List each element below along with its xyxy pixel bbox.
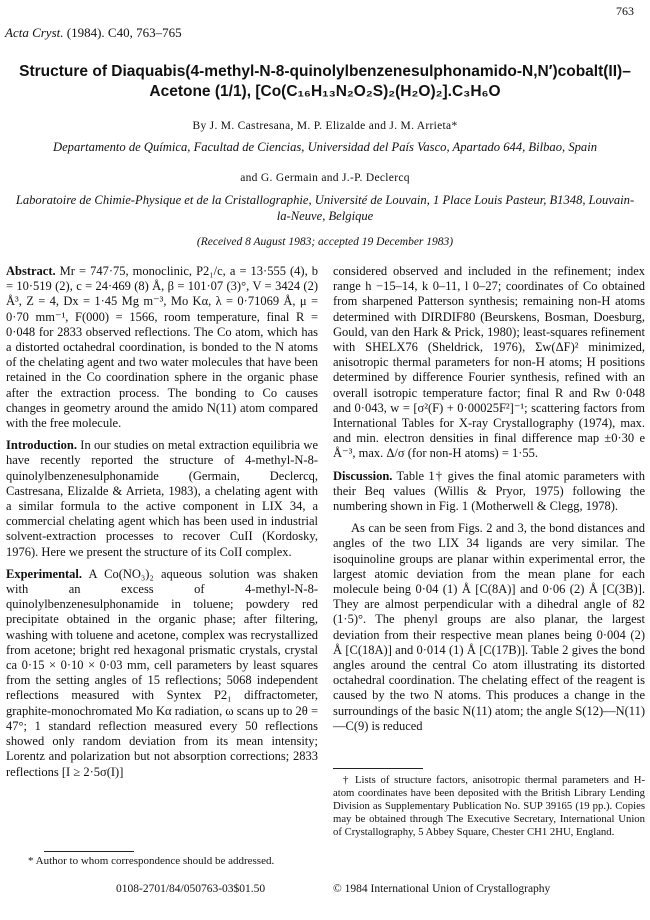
- copyright-notice: © 1984 International Union of Crystallography: [333, 883, 551, 895]
- introduction-heading: Introduction.: [6, 438, 77, 453]
- received-dates: (Received 8 August 1983; accepted 19 December 1983): [196, 236, 454, 248]
- left-column: [6, 264, 318, 787]
- article-title: Structure of Diaquabis(4-methyl-N-8-quinolylbenzenesulphonamido-N,N′)cobalt(II)–Acetone (1/1), [Co(C₁₆H₁₃N₂O₂S)₂(H₂O)₂].C₃H₆O: [19, 63, 631, 100]
- discussion-text-1: Table 1† gives the final atomic parameters with their Beq values (Willis & Pryor, 1975) following the numbering shown in Fig. 1 (Motherwell & Clegg, 1978).: [333, 468, 645, 514]
- publication-code: 0108-2701/84/050763-03$01.50: [116, 883, 266, 895]
- discussion-text-2: As can be seen from Figs. 2 and 3, the bond distances and angles of the two LIX 34 ligands are very similar. The isoquinoline groups are planar within experimental error, the largest atomic deviation from the mean plane for each molecule being 0·04 (1) Å [C(8A)] and 0·06 (2) Å [C(3B)]. They are almost perpendicular with a dihedral angle of 82 (1·5)°. The phenyl groups are also planar, the largest deviation from their respective mean planes being 0·004 (2) Å [C(18A)] and 0·014 (1) Å [C(17B)]. Table 2 gives the bond angles around the central Co atom illustrating its distorted octahedral coordination. The chelating effect of the reagent is caused by the two N atoms. This produces a change in the surroundings of the basic N(11) atom; the angle S(12)—N(11)—C(9) is reduced: [333, 521, 645, 733]
- affiliation-1: Departamento de Química, Facultad de Ciencias, Universidad del País Vasco, Apartado 644, Bilbao, Spain: [52, 140, 598, 154]
- abstract-paragraph: [6, 264, 318, 431]
- authors-group-2: and G. Germain and J.-P. Declercq: [240, 172, 410, 184]
- abstract-text: Mr = 747·75, monoclinic, P2₁/c, a = 13·555 (4), b = 10·519 (2), c = 24·469 (8) Å, β = 101·07 (3)°, V = 3424 (2) Å³, Z = 4, Dx = 1·45 Mg m⁻³, Mo Kα, λ = 0·71069 Å, μ = 0·70 mm⁻¹, F(000) = 1566, room temperature, final R = 0·048 for 2833 observed reflections. The Co atom, which has a distorted octahedral coordination, is bonded to the N atoms of the chelating agent and two water molecules that have been retained in the Co coordination sphere in the organic phase after the extraction process. The bonding to Co causes changes in geometry around the amido N(11) atom compared with the free molecule.: [6, 264, 318, 431]
- footnote-supplementary: † Lists of structure factors, anisotropic thermal parameters and H-atom coordinates have been deposited with the British Library Lending Division as Supplementary Publication No. SUP 39165 (19 pp.). Copies may be obtained through The Executive Secretary, International Union of Crystallography, 5 Abbey Square, Chester CH1 2HU, England.: [333, 774, 645, 838]
- abstract-heading: Abstract.: [6, 264, 56, 278]
- discussion-paragraph: [333, 469, 645, 515]
- experimental-text: A Co(NO₃)₂ aqueous solution was shaken with an excess of 4-methyl-N-8-quinolylbenzenesulphonamide in toluene; powdery red precipitate obtained in the organic phase; after filtering, washing with toluene and acetone, complex was recrystallized from acetone; bright red hexagonal prismatic crystals, crystal ca 0·15 × 0·10 × 0·03 mm, cell parameters by least squares from the setting angles of 15 reflections; 5068 independent reflections measured with Syntex P2₁ diffractometer, graphite-monochromated Mo Kα radiation, ω scans up to 2θ = 47°; 1 standard reflection measured every 50 reflections showed only random deviation from its mean intensity; Lorentz and polarization but not absorption corrections; 2833 reflections [I ≥ 2·5σ(I)]: [6, 566, 318, 779]
- right-column: [333, 264, 645, 741]
- footnote-divider-right: [333, 768, 423, 769]
- authors-group-1: By J. M. Castresana, M. P. Elizalde and J. M. Arrieta*: [192, 120, 458, 132]
- introduction-text: In our studies on metal extraction equilibria we have recently reported the structure of 4-methyl-N-8-quinolylbenzenesulphonamide (Germain, Declercq, Castresana, Elizalde & Arrieta, 1983), a chelating agent with a similar formula to the active component in LIX 34, a commercial chelating agent which has been used in industrial solvent-extraction processes to recover CuII (Kordosky, 1976). Here we present the structure of its CoII complex.: [6, 438, 318, 559]
- experimental-paragraph: [6, 567, 318, 780]
- page-number: 763: [616, 4, 634, 18]
- affiliation-2: Laboratoire de Chimie-Physique et de la Cristallographie, Université de Louvain, 1 Place Louis Pasteur, B1348, Louvain-la-Neuve, Belgique: [15, 193, 635, 223]
- footnote-correspondence: * Author to whom correspondence should be addressed.: [28, 855, 275, 867]
- experimental-continued: considered observed and included in the refinement; index range h −15–14, k 0–11, l 0–27; coordinates of Co obtained from sharpened Patterson synthesis; remaining non-H atoms determined with DIRDIF80 (Beurskens, Bosman, Doesburg, Gould, van den Hark & Prick, 1980); least-squares refinement with SHELX76 (Sheldrick, 1976), Σw(ΔF)² minimized, anisotropic thermal parameters for non-H atoms; H positions determined by difference Fourier synthesis, refined with an overall isotropic temperature factor; final R and Rw 0·048 and 0·043, w = [σ²(F) + 0·00025F²]⁻¹; scattering factors from International Tables for X-ray Crystallography (1974), max. and min. electron densities in final difference map ±0·30 e Å⁻³, max. Δ/σ (for non-H atoms) = 1·55.: [333, 264, 645, 461]
- introduction-paragraph: [6, 438, 318, 560]
- journal-reference: [5, 25, 182, 41]
- journal-name: Acta Cryst.: [5, 25, 64, 40]
- footnote-divider-left: [44, 851, 134, 852]
- experimental-heading: Experimental.: [6, 566, 83, 581]
- discussion-heading: Discussion.: [333, 468, 393, 483]
- journal-details: (1984). C40, 763–765: [63, 25, 182, 40]
